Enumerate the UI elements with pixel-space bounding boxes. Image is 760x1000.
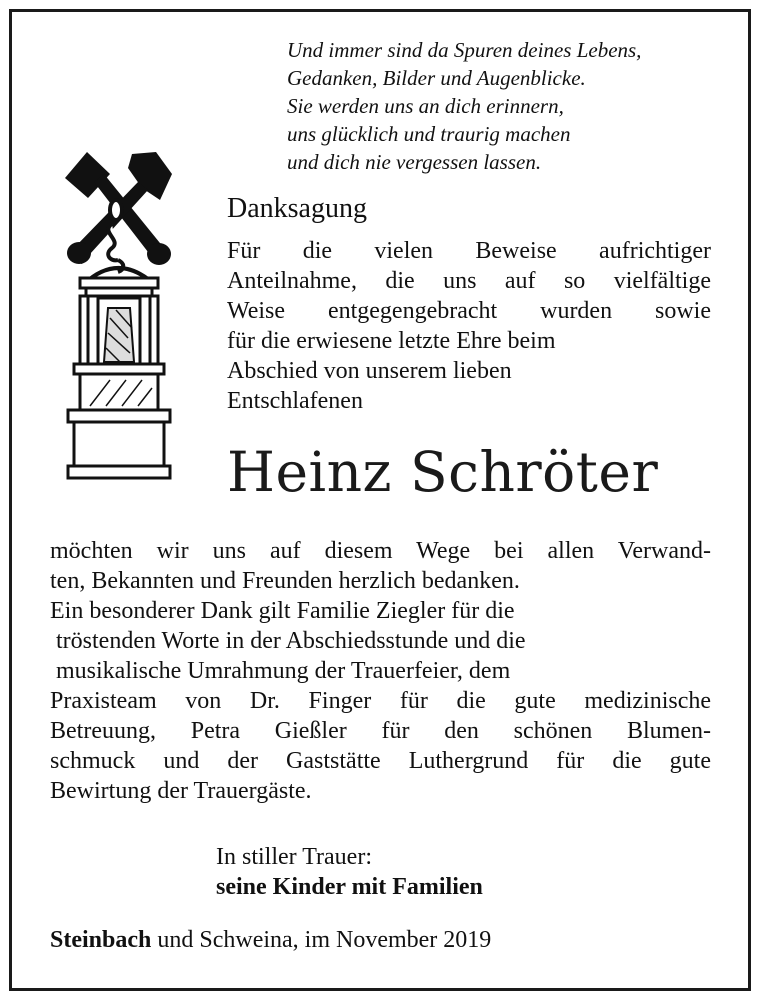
intro-line: Entschlafenen — [227, 388, 363, 414]
intro-line: Abschied von unserem lieben — [227, 358, 512, 384]
poem-line: Gedanken, Bilder und Augenblicke. — [287, 66, 586, 90]
poem-line: uns glücklich und traurig machen — [287, 122, 571, 146]
body-line: ten, Bekannten und Freunden herzlich bedanken. — [50, 568, 520, 594]
place-and-date — [50, 925, 491, 955]
body-line: Bewirtung der Trauergäste. — [50, 778, 312, 804]
thanks-body — [50, 536, 711, 806]
heading-danksagung: Danksagung — [227, 193, 367, 224]
signature-names: seine Kinder mit Familien — [216, 874, 483, 900]
intro-text — [227, 236, 711, 416]
body-line: Ein besonderer Dank gilt Familie Ziegler für die — [50, 598, 515, 624]
intro-line: für die erwiesene letzte Ehre beim — [227, 328, 556, 354]
place-town: Steinbach — [50, 927, 152, 953]
intro-line: Weise entgegengebracht wurden sowie — [227, 298, 711, 324]
poem-line: und dich nie vergessen lassen. — [287, 150, 542, 174]
body-line: tröstenden Worte in der Abschiedsstunde und die — [50, 628, 526, 654]
place-rest: und Schweina, im November 2019 — [151, 927, 492, 953]
body-line: musikalische Umrahmung der Trauerfeier, dem — [50, 658, 511, 684]
poem-line: Sie werden uns an dich erinnern, — [287, 94, 564, 118]
body-line: möchten wir uns auf diesem Wege bei allen Verwand- — [50, 538, 711, 564]
miners-lamp-hammer-and-pick-icon — [60, 148, 178, 483]
intro-line: Für die vielen Beweise aufrichtiger — [227, 238, 711, 264]
body-line: Praxisteam von Dr. Finger für die gute medizinische — [50, 688, 711, 714]
signature-block — [216, 842, 483, 902]
intro-line: Anteilnahme, die uns auf so vielfältige — [227, 268, 711, 294]
deceased-name: Heinz Schröter — [227, 440, 659, 504]
poem-line: Und immer sind da Spuren deines Lebens, — [287, 38, 642, 62]
memorial-poem — [287, 36, 727, 176]
body-line: schmuck und der Gaststätte Luthergrund für die gute — [50, 748, 711, 774]
body-line: Betreuung, Petra Gießler für den schönen Blumen- — [50, 718, 711, 744]
signature-intro: In stiller Trauer: — [216, 844, 372, 870]
